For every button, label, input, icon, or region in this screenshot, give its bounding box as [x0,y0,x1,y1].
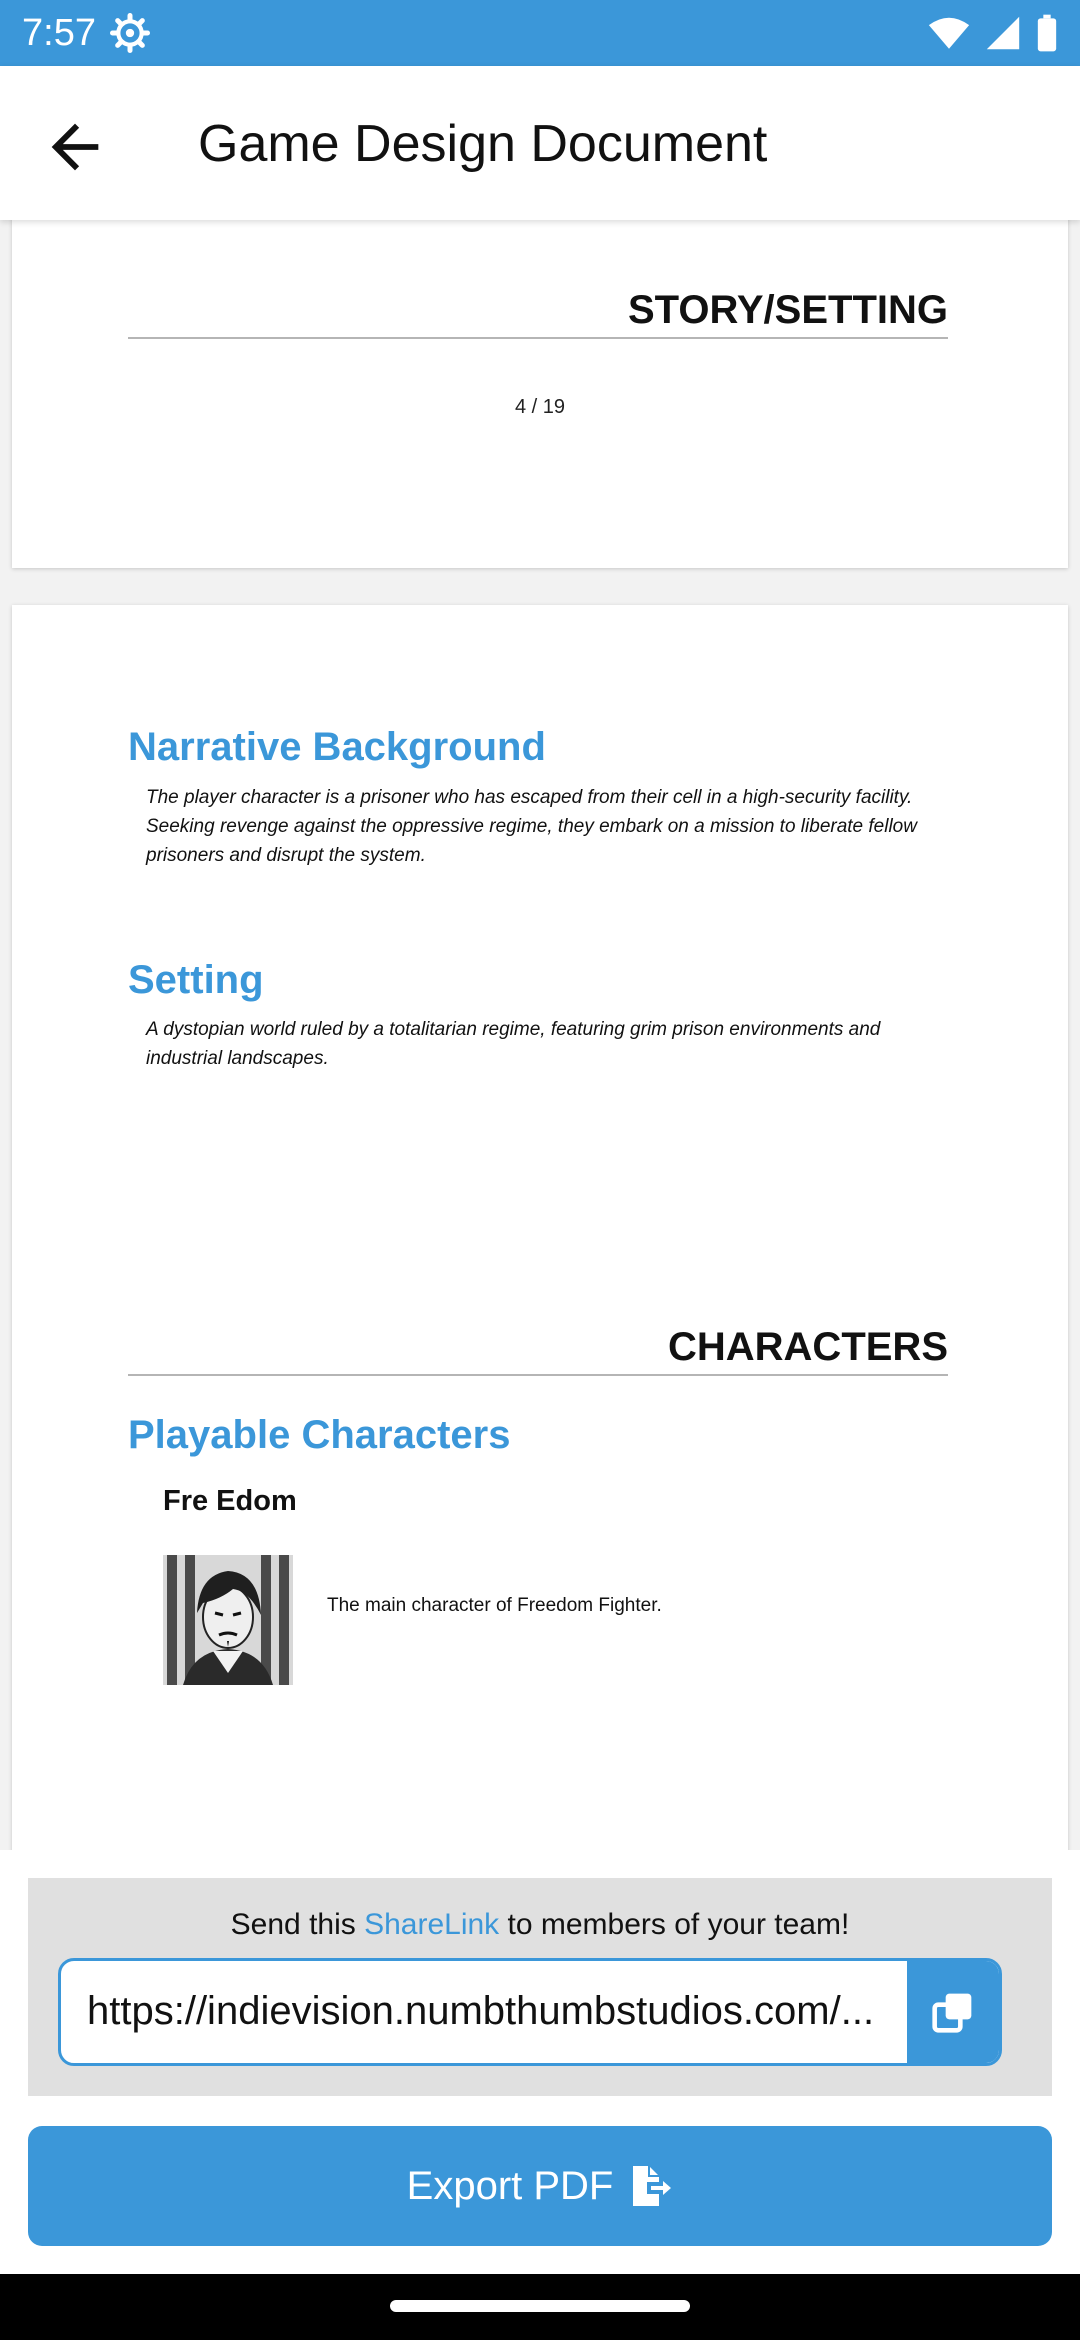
share-text-after: to members of your team! [499,1908,850,1941]
cellular-signal-icon [984,15,1022,51]
export-pdf-label: Export PDF [406,2163,614,2208]
status-bar [0,0,1080,66]
page-number: 4 / 19 [514,396,566,418]
status-left [22,12,150,55]
pdf-page [12,605,1068,1850]
sharelink-link[interactable]: ShareLink [364,1908,500,1941]
section-heading-story-setting: STORY/SETTING [128,288,948,339]
share-panel [28,1878,1052,2096]
file-export-icon [625,2162,673,2210]
setting-text: A dystopian world ruled by a totalitarian regime, featuring grim prison environments and industrial landscapes. [146,1019,881,1069]
share-url-text[interactable]: https://indievision.numbthumbstudios.com/... [87,1989,875,2033]
wifi-icon [928,15,970,51]
battery-icon [1036,14,1058,52]
character-name: Fre Edom [163,1485,297,1517]
share-instructions [28,1908,1052,1942]
narrative-background-heading: Narrative Background [128,725,546,769]
character-description: The main character of Freedom Fighter. [327,1595,662,1616]
status-right [928,14,1058,52]
pdf-page [12,220,1068,568]
back-button[interactable] [40,112,110,182]
export-pdf-button[interactable] [28,2126,1052,2246]
playable-characters-heading: Playable Characters [128,1413,511,1457]
copy-link-button[interactable] [907,1961,999,2063]
share-text-before: Send this [230,1908,365,1941]
narrative-background-text: The player character is a prisoner who has escaped from their cell in a high-security facility. Seeking revenge against the oppressive regime, they embark on a mission to liberate fellow prisoners and disrupt the system. [146,787,917,866]
settings-gear-icon [110,13,150,53]
pdf-viewer[interactable] [0,220,1080,1850]
arrow-back-icon [40,112,110,182]
app-bar [0,66,1080,220]
status-time: 7:57 [22,11,96,54]
navigation-bar [0,2274,1080,2340]
page-title: Game Design Document [198,115,768,173]
home-gesture-handle[interactable] [390,2300,690,2312]
character-portrait [163,1555,293,1685]
setting-heading: Setting [128,958,264,1002]
copy-icon [931,1990,975,2034]
share-url-field[interactable] [58,1958,1002,2066]
section-heading-characters: CHARACTERS [128,1325,948,1376]
